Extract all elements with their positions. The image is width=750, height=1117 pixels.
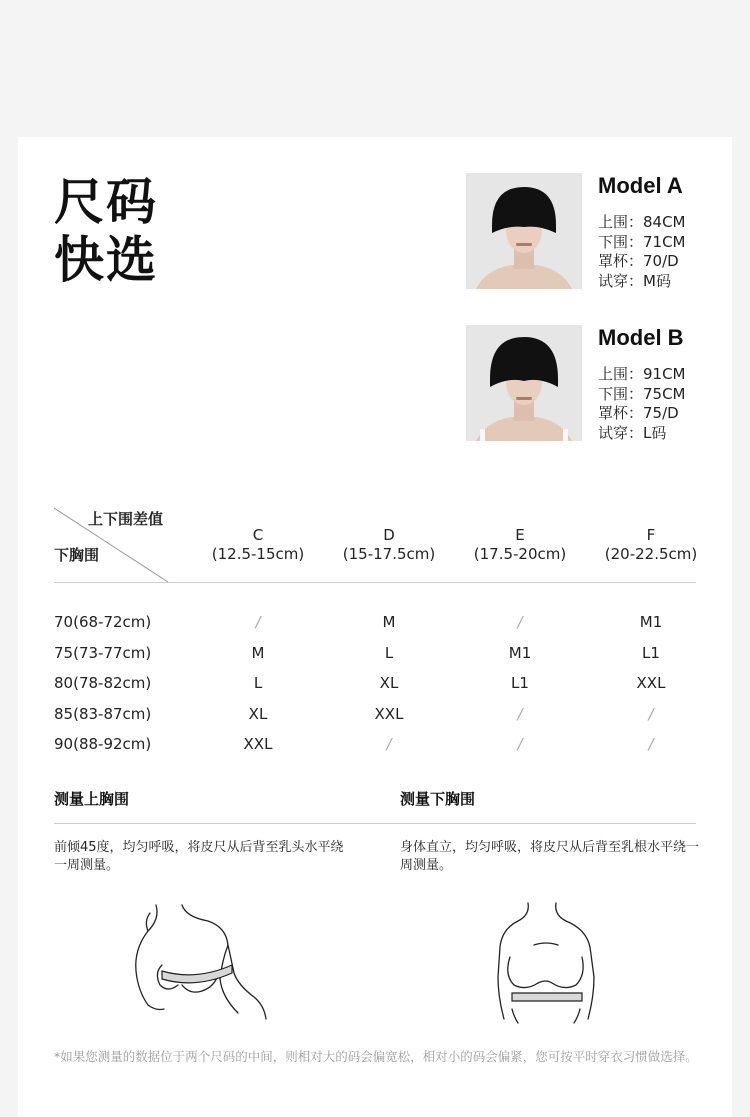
model-b-stats bbox=[598, 365, 686, 443]
table-cell: L bbox=[253, 674, 263, 692]
table-cell: L bbox=[384, 643, 394, 662]
table-row bbox=[54, 638, 696, 669]
table-cell: / bbox=[517, 613, 523, 631]
column-header-range: (20-22.5cm) bbox=[604, 545, 698, 563]
column-header-d bbox=[324, 526, 454, 564]
table-cell: / bbox=[517, 735, 523, 753]
column-header-cup: D bbox=[383, 526, 395, 544]
model-a-name: Model A bbox=[598, 173, 683, 198]
table-cell: XXL bbox=[636, 674, 666, 692]
corner-label-difference: 上下围差值 bbox=[88, 510, 164, 528]
corner-label-underbust: 下胸围 bbox=[54, 546, 100, 564]
model-b-cup: 罩杯：75/D bbox=[598, 404, 679, 422]
model-a-stats bbox=[598, 213, 686, 291]
model-b-photo bbox=[466, 325, 582, 441]
column-header-range: (15-17.5cm) bbox=[342, 545, 436, 563]
size-guide-card bbox=[18, 137, 732, 1117]
table-cell: / bbox=[517, 704, 523, 723]
table-cell: M bbox=[382, 613, 396, 631]
lower-bust-illustration bbox=[494, 901, 614, 1025]
table-row bbox=[54, 699, 696, 730]
table-cell: XXL bbox=[243, 735, 273, 753]
table-cell: M1 bbox=[508, 643, 532, 662]
column-header-f bbox=[586, 526, 716, 564]
column-header-cup: F bbox=[646, 526, 656, 544]
model-b-card bbox=[466, 325, 736, 443]
table-row bbox=[54, 729, 696, 760]
table-cell: / bbox=[648, 735, 654, 753]
model-a-underbust: 下围：71CM bbox=[598, 232, 686, 251]
table-row bbox=[54, 607, 696, 638]
model-a-fit: 试穿：M码 bbox=[598, 271, 671, 290]
table-header bbox=[54, 504, 696, 583]
table-body bbox=[54, 583, 696, 760]
table-cell: / bbox=[255, 613, 261, 631]
size-table bbox=[54, 504, 696, 760]
model-b-fit: 试穿：L码 bbox=[598, 423, 667, 442]
row-label: 85(83-87cm) bbox=[54, 704, 152, 723]
table-cell: XXL bbox=[374, 704, 404, 723]
column-header-range: (12.5-15cm) bbox=[211, 545, 305, 563]
table-cell: M bbox=[251, 643, 265, 662]
measure-upper-title: 测量上胸围 bbox=[54, 790, 130, 808]
model-a-photo bbox=[466, 173, 582, 289]
table-cell: / bbox=[648, 704, 654, 723]
upper-bust-illustration bbox=[126, 901, 276, 1025]
measure-lower-desc: 身体直立，均匀呼吸，将皮尺从后背至乳根水平绕一周测量。 bbox=[400, 840, 700, 873]
column-header-c bbox=[193, 526, 323, 564]
row-label: 90(88-92cm) bbox=[54, 735, 152, 753]
section-divider bbox=[54, 823, 696, 824]
row-label: 70(68-72cm) bbox=[54, 613, 152, 631]
measure-lower-title: 测量下胸围 bbox=[400, 790, 476, 808]
column-header-cup: E bbox=[515, 526, 525, 544]
measure-upper-desc: 前倾45度，均匀呼吸，将皮尺从后背至乳头水平绕一周测量。 bbox=[54, 840, 344, 873]
model-a-cup: 罩杯：70/D bbox=[598, 252, 679, 270]
model-b-name: Model B bbox=[598, 325, 684, 350]
table-cell: / bbox=[386, 735, 392, 753]
table-row bbox=[54, 668, 696, 699]
column-header-range: (17.5-20cm) bbox=[473, 545, 567, 563]
size-note: *如果您测量的数据位于两个尺码的中间，则相对大的码会偏宽松，相对小的码会偏紧，您可按平时穿衣习惯做选择。 bbox=[54, 1049, 698, 1064]
model-b-underbust: 下围：75CM bbox=[598, 384, 686, 403]
title-line-1: 尺码 bbox=[54, 173, 158, 231]
column-header-e bbox=[455, 526, 585, 564]
row-label: 75(73-77cm) bbox=[54, 643, 152, 662]
title-line-2: 快选 bbox=[54, 231, 158, 289]
table-cell: XL bbox=[248, 704, 268, 723]
model-a-bust: 上围：84CM bbox=[598, 213, 686, 231]
table-cell: L1 bbox=[511, 674, 529, 692]
row-label: 80(78-82cm) bbox=[54, 674, 152, 692]
page-title bbox=[54, 173, 158, 289]
table-cell: XL bbox=[379, 674, 399, 692]
table-cell: L1 bbox=[642, 643, 660, 662]
model-b-bust: 上围：91CM bbox=[598, 365, 686, 383]
table-cell: M1 bbox=[639, 613, 663, 631]
column-header-cup: C bbox=[252, 526, 264, 544]
model-a-card bbox=[466, 173, 736, 291]
